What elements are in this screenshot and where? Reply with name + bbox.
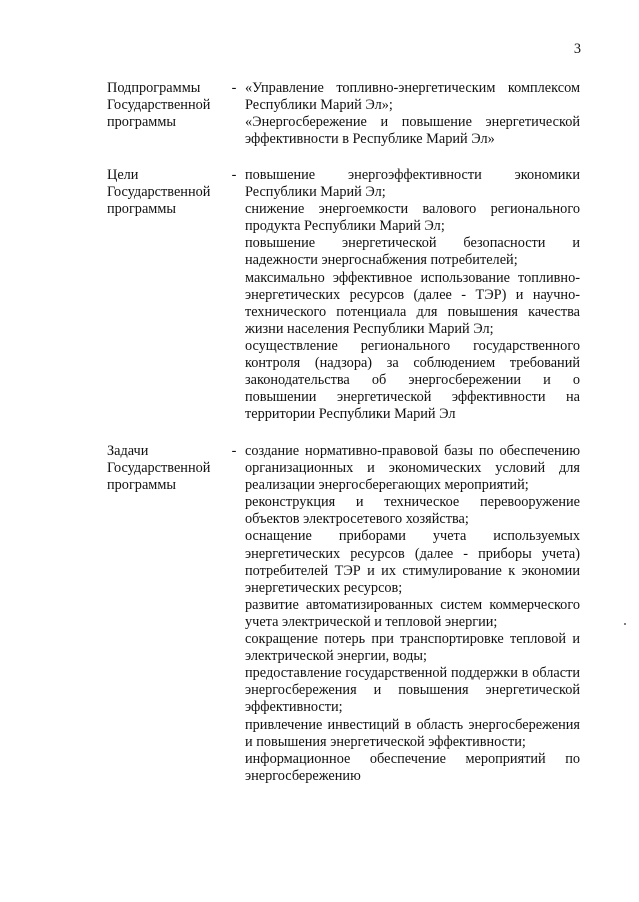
section-label: Подпрограммы Государственной программы	[107, 80, 211, 131]
paragraph: создание нормативно-правовой базы по обеспечению организационных и экономических условий для реализации энергосберегающих мероприятий;	[245, 443, 580, 494]
section-label: Задачи Государственной программы	[107, 443, 211, 494]
paragraph: снижение энергоемкости валового регионального продукта Республики Марий Эл;	[245, 201, 580, 235]
paragraph: повышение энергетической безопасности и надежности энергоснабжения потребителей;	[245, 235, 580, 269]
paragraph: сокращение потерь при транспортировке тепловой и электрической энергии, воды;	[245, 631, 580, 665]
paragraph: максимально эффективное использование топливно-энергетических ресурсов (далее - ТЭР) и научно-технического потенциала для повышения качества жизни населения Республики Марий Эл;	[245, 269, 580, 337]
section-content	[245, 167, 580, 423]
paragraph: привлечение инвестиций в область энергосбережения и повышения энергетической эффективности;	[245, 716, 580, 750]
scan-speck	[624, 623, 626, 625]
page-number: 3	[573, 41, 581, 57]
paragraph: повышение энергоэффективности экономики Республики Марий Эл;	[245, 167, 580, 201]
section-dash: -	[231, 443, 237, 459]
paragraph: «Управление топливно-энергетическим комплексом Республики Марий Эл»;	[245, 80, 580, 114]
section-label: Цели Государственной программы	[107, 167, 211, 218]
section-dash: -	[231, 167, 237, 183]
paragraph: реконструкция и техническое перевооружение объектов электросетевого хозяйства;	[245, 494, 580, 528]
paragraph: «Энергосбережение и повышение энергетической эффективности в Республике Марий Эл»	[245, 114, 580, 148]
section-content	[245, 443, 580, 785]
paragraph: развитие автоматизированных систем коммерческого учета электрической и тепловой энергии;	[245, 596, 580, 630]
paragraph: информационное обеспечение мероприятий по энергосбережению	[245, 750, 580, 784]
paragraph: осуществление регионального государственного контроля (надзора) за соблюдением требований законодательства об энергосбережении и о повышении энергетической эффективности на территории Республики Марий Эл	[245, 337, 580, 423]
section-dash: -	[231, 80, 237, 96]
paragraph: оснащение приборами учета используемых энергетических ресурсов (далее - приборы учета) потребителей ТЭР и их стимулирование к экономии энергетических ресурсов;	[245, 528, 580, 596]
paragraph: предоставление государственной поддержки в области энергосбережения и повышения энергетической эффективности;	[245, 665, 580, 716]
section-content	[245, 80, 580, 148]
